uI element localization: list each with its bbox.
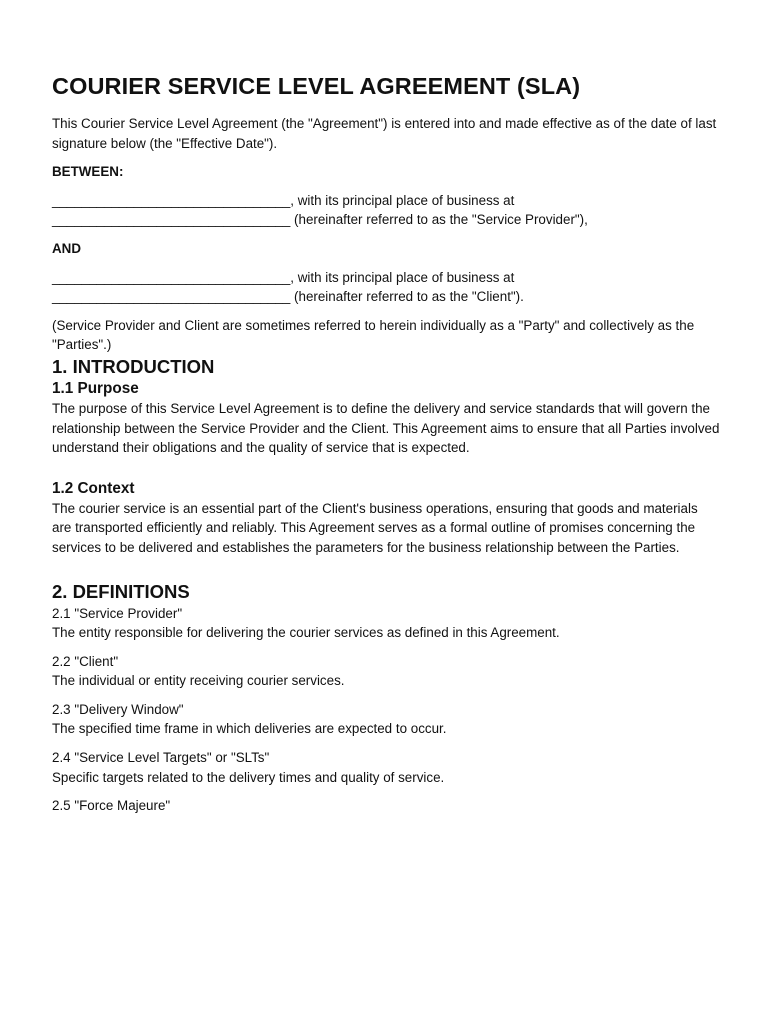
definition-term: 2.5 "Force Majeure" [52, 798, 171, 814]
purpose-paragraph: The purpose of this Service Level Agreement is to define the delivery and service standards that will govern the relationship between the Service Provider and the Client. This Agreement aims to ensure that all Parties involved understand their obligations and the quality of service that is expected. [52, 400, 720, 456]
definition-item [52, 652, 720, 691]
intro-paragraph: This Courier Service Level Agreement (the "Agreement") is entered into and made effective as of the date of last signature below (the "Effective Date"). [52, 116, 717, 151]
definition-term: 2.2 "Client" [52, 653, 119, 669]
definition-text: The individual or entity receiving courier services. [52, 673, 345, 689]
between-label: BETWEEN: [52, 164, 124, 180]
purpose-heading: 1.1 Purpose [52, 379, 139, 397]
provider-line-1: ________________________________, with its principal place of business at [52, 192, 515, 208]
context-paragraph: The courier service is an essential part of the Client's business operations, ensuring that goods and materials are transported efficiently and reliably. This Agreement serves as a formal outline of promises concerning the services to be delivered and establishes the parameters for the business relationship between the Parties. [52, 500, 698, 555]
service-provider-block [52, 191, 720, 230]
definition-text: Specific targets related to the delivery times and quality of service. [52, 769, 445, 785]
context-heading: 1.2 Context [52, 479, 135, 497]
definition-term: 2.1 "Service Provider" [52, 605, 183, 621]
definition-text: The entity responsible for delivering the courier services as defined in this Agreement. [52, 625, 560, 641]
client-line-1: ________________________________, with its principal place of business at [52, 269, 515, 285]
client-line-2: ________________________________ (hereinafter referred to as the "Client"). [52, 289, 524, 305]
definition-text: The specified time frame in which deliveries are expected to occur. [52, 721, 447, 737]
and-label: AND [52, 240, 82, 256]
definition-item [52, 796, 720, 816]
parties-note: (Service Provider and Client are sometimes referred to herein individually as a "Party" and collectively as the "Parties".) [52, 317, 695, 353]
document-title: COURIER SERVICE LEVEL AGREEMENT (SLA) [52, 73, 581, 99]
definition-term: 2.4 "Service Level Targets" or "SLTs" [52, 750, 270, 766]
section-2-heading: 2. DEFINITIONS [52, 580, 190, 602]
provider-line-2: ________________________________ (hereinafter referred to as the "Service Provider"), [52, 212, 588, 228]
definition-item [52, 748, 720, 787]
section-1-heading: 1. INTRODUCTION [52, 355, 215, 377]
client-block [52, 268, 720, 307]
definition-item [52, 604, 720, 643]
definition-item [52, 700, 720, 739]
definition-term: 2.3 "Delivery Window" [52, 701, 184, 717]
